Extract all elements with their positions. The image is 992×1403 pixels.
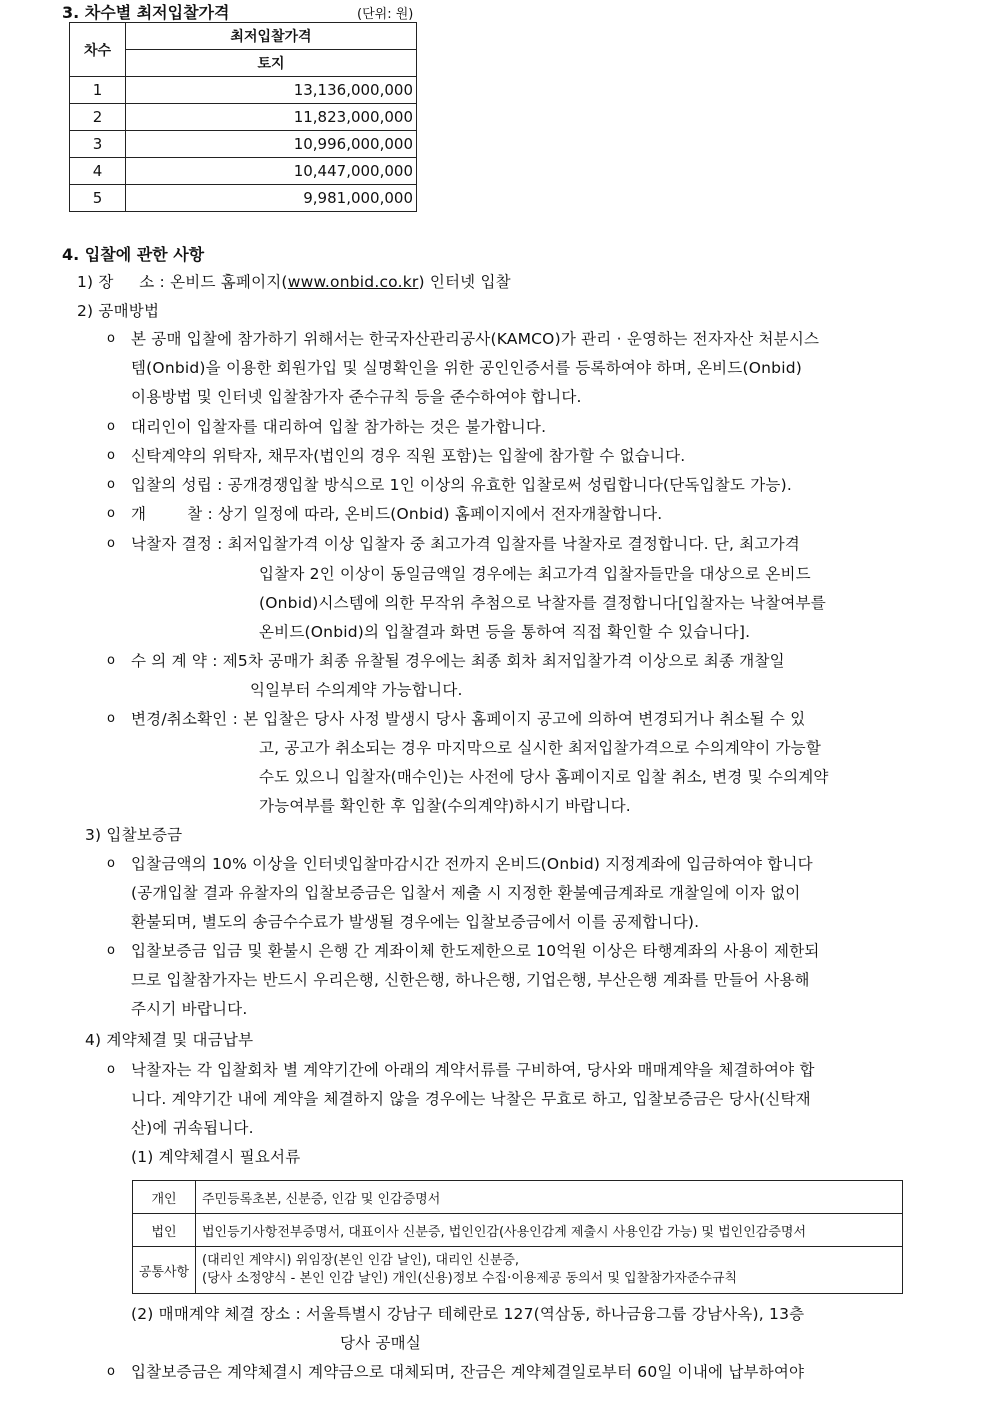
- table-row: [133, 1214, 903, 1247]
- contract-1-line3: 산)에 귀속됩니다.: [131, 1119, 254, 1137]
- item-method-title: 2) 공매방법: [77, 302, 160, 320]
- price-cell: 11,823,000,000: [126, 104, 417, 131]
- docs-key: 공통사항: [133, 1247, 196, 1294]
- item-deposit-title: 3) 입찰보증금: [85, 826, 183, 844]
- bullet-icon: o: [107, 1364, 115, 1379]
- docs-value: 주민등록초본, 신분증, 인감 및 인감증명서: [196, 1181, 903, 1214]
- table-row: [70, 131, 417, 158]
- docs-key: 개인: [133, 1181, 196, 1214]
- bullet-icon: o: [107, 536, 115, 551]
- method-7-line1: 수 의 계 약 : 제5차 공매가 최종 유찰될 경우에는 최종 회차 최저입찰가격 이상으로 최종 개찰일: [131, 652, 785, 670]
- section4-title: 4. 입찰에 관한 사항: [62, 245, 205, 264]
- bullet-icon: o: [107, 419, 115, 434]
- docs-table: [132, 1180, 903, 1294]
- item-contract-title: 4) 계약체결 및 대금납부: [85, 1031, 254, 1049]
- header-land: 토지: [126, 50, 417, 77]
- docs-value-common: [196, 1247, 903, 1294]
- docs-value-line2: (당사 소정양식 - 본인 인감 날인) 개인(신용)정보 수집·이용제공 동의서 및 입찰참가자준수규칙: [202, 1271, 738, 1286]
- round-cell: 1: [70, 77, 126, 104]
- docs-value-line1: (대리인 계약시) 위임장(본인 인감 날인), 대리인 신분증,: [202, 1253, 520, 1268]
- header-price: 최저입찰가격: [126, 23, 417, 50]
- price-cell: 13,136,000,000: [126, 77, 417, 104]
- method-6-line4: 온비드(Onbid)의 입찰결과 화면 등을 통하여 직접 확인할 수 있습니다].: [259, 623, 751, 641]
- table-row: [133, 1181, 903, 1214]
- method-8-line1: 변경/취소확인 : 본 입찰은 당사 사정 발생시 당사 홈페이지 공고에 의하여 변경되거나 취소될 수 있: [131, 710, 806, 728]
- bullet-icon: o: [107, 477, 115, 492]
- bullet-icon: o: [107, 448, 115, 463]
- deposit-2-line3: 주시기 바랍니다.: [131, 1000, 248, 1018]
- method-5: 개 찰 : 상기 일정에 따라, 온비드(Onbid) 홈페이지에서 전자개찰합니다.: [131, 505, 663, 523]
- table-row: [70, 158, 417, 185]
- docs-value: 법인등기사항전부증명서, 대표이사 신분증, 법인인감(사용인감계 제출시 사용인감 가능) 및 법인인감증명서: [196, 1214, 903, 1247]
- item-place: [77, 270, 511, 292]
- contract-1-line1: 낙찰자는 각 입찰회차 별 계약기간에 아래의 계약서류를 구비하여, 당사와 매매계약을 체결하여야 합: [131, 1061, 815, 1079]
- price-table: [69, 22, 417, 212]
- round-cell: 3: [70, 131, 126, 158]
- deposit-2-line2: 므로 입찰참가자는 반드시 우리은행, 신한은행, 하나은행, 기업은행, 부산은행 계좌를 만들어 사용해: [131, 971, 810, 989]
- method-6-line3: (Onbid)시스템에 의한 무작위 추첨으로 낙찰자를 결정합니다[입찰자는 낙찰여부를: [259, 594, 826, 612]
- bullet-icon: o: [107, 653, 115, 668]
- method-2: 대리인이 입찰자를 대리하여 입찰 참가하는 것은 불가합니다.: [131, 418, 547, 436]
- method-7-line2: 익일부터 수의계약 가능합니다.: [250, 681, 463, 699]
- price-cell: 9,981,000,000: [126, 185, 417, 212]
- deposit-1-line2: (공개입찰 결과 유찰자의 입찰보증금은 입찰서 제출 시 지정한 환불예금계좌로 개찰일에 이자 없이: [131, 884, 801, 902]
- round-cell: 2: [70, 104, 126, 131]
- section3-title: 3. 차수별 최저입찰가격: [62, 3, 230, 22]
- method-1-line3: 이용방법 및 인터넷 입찰참가자 준수규칙 등을 준수하여야 합니다.: [131, 388, 582, 406]
- method-6-line1: 낙찰자 결정 : 최저입찰가격 이상 입찰자 중 최고가격 입찰자를 낙찰자로 결정합니다. 단, 최고가격: [131, 535, 800, 553]
- header-round: 차수: [70, 23, 126, 77]
- bullet-icon: o: [107, 1062, 115, 1077]
- contract-1-line2: 니다. 계약기간 내에 계약을 체결하지 않을 경우에는 낙찰은 무효로 하고, 입찰보증금은 당사(신탁재: [131, 1090, 811, 1108]
- bullet-icon: o: [107, 711, 115, 726]
- price-cell: 10,996,000,000: [126, 131, 417, 158]
- table-row: [70, 77, 417, 104]
- method-4: 입찰의 성립 : 공개경쟁입찰 방식으로 1인 이상의 유효한 입찰로써 성립합니다(단독입찰도 가능).: [131, 476, 792, 494]
- unit-label: (단위: 원): [357, 7, 414, 22]
- onbid-link[interactable]: www.onbid.co.kr: [287, 273, 419, 291]
- price-cell: 10,447,000,000: [126, 158, 417, 185]
- item-place-prefix: 1) 장 소 : 온비드 홈페이지(: [77, 273, 288, 291]
- item-place-suffix: ) 인터넷 입찰: [418, 273, 511, 291]
- contract-place-line2: 당사 공매실: [340, 1334, 421, 1352]
- contract-place-line1: (2) 매매계약 체결 장소 : 서울특별시 강남구 테헤란로 127(역삼동, 하나금융그룹 강남사옥), 13층: [131, 1305, 805, 1323]
- table-row: [70, 185, 417, 212]
- bullet-icon: o: [107, 506, 115, 521]
- docs-key: 법인: [133, 1214, 196, 1247]
- method-3: 신탁계약의 위탁자, 채무자(법인의 경우 직원 포함)는 입찰에 참가할 수 없습니다.: [131, 447, 686, 465]
- deposit-1-line1: 입찰금액의 10% 이상을 인터넷입찰마감시간 전까지 온비드(Onbid) 지정계좌에 입금하여야 합니다: [131, 855, 813, 873]
- method-8-line4: 가능여부를 확인한 후 입찰(수의계약)하시기 바랍니다.: [259, 797, 631, 815]
- method-8-line3: 수도 있으니 입찰자(매수인)는 사전에 당사 홈페이지로 입찰 취소, 변경 및 수의계약: [259, 768, 829, 786]
- bullet-icon: o: [107, 943, 115, 958]
- method-6-line2: 입찰자 2인 이상이 동일금액일 경우에는 최고가격 입찰자들만을 대상으로 온비드: [259, 565, 811, 583]
- method-8-line2: 고, 공고가 취소되는 경우 마지막으로 실시한 최저입찰가격으로 수의계약이 가능할: [259, 739, 822, 757]
- bullet-icon: o: [107, 331, 115, 346]
- contract-2-line1: 입찰보증금은 계약체결시 계약금으로 대체되며, 잔금은 계약체결일로부터 60일 이내에 납부하여야: [131, 1363, 805, 1381]
- deposit-2-line1: 입찰보증금 입금 및 환불시 은행 간 계좌이체 한도제한으로 10억원 이상은 타행계좌의 사용이 제한되: [131, 942, 820, 960]
- docs-title: (1) 계약체결시 필요서류: [131, 1148, 301, 1166]
- method-1-line1: 본 공매 입찰에 참가하기 위해서는 한국자산관리공사(KAMCO)가 관리 · 운영하는 전자자산 처분시스: [131, 330, 820, 348]
- table-row: [70, 104, 417, 131]
- table-row: [133, 1247, 903, 1294]
- round-cell: 5: [70, 185, 126, 212]
- deposit-1-line3: 환불되며, 별도의 송금수수료가 발생될 경우에는 입찰보증금에서 이를 공제합니다).: [131, 913, 700, 931]
- bullet-icon: o: [107, 856, 115, 871]
- round-cell: 4: [70, 158, 126, 185]
- method-1-line2: 템(Onbid)을 이용한 회원가입 및 실명확인을 위한 공인인증서를 등록하여야 하며, 온비드(Onbid): [131, 359, 802, 377]
